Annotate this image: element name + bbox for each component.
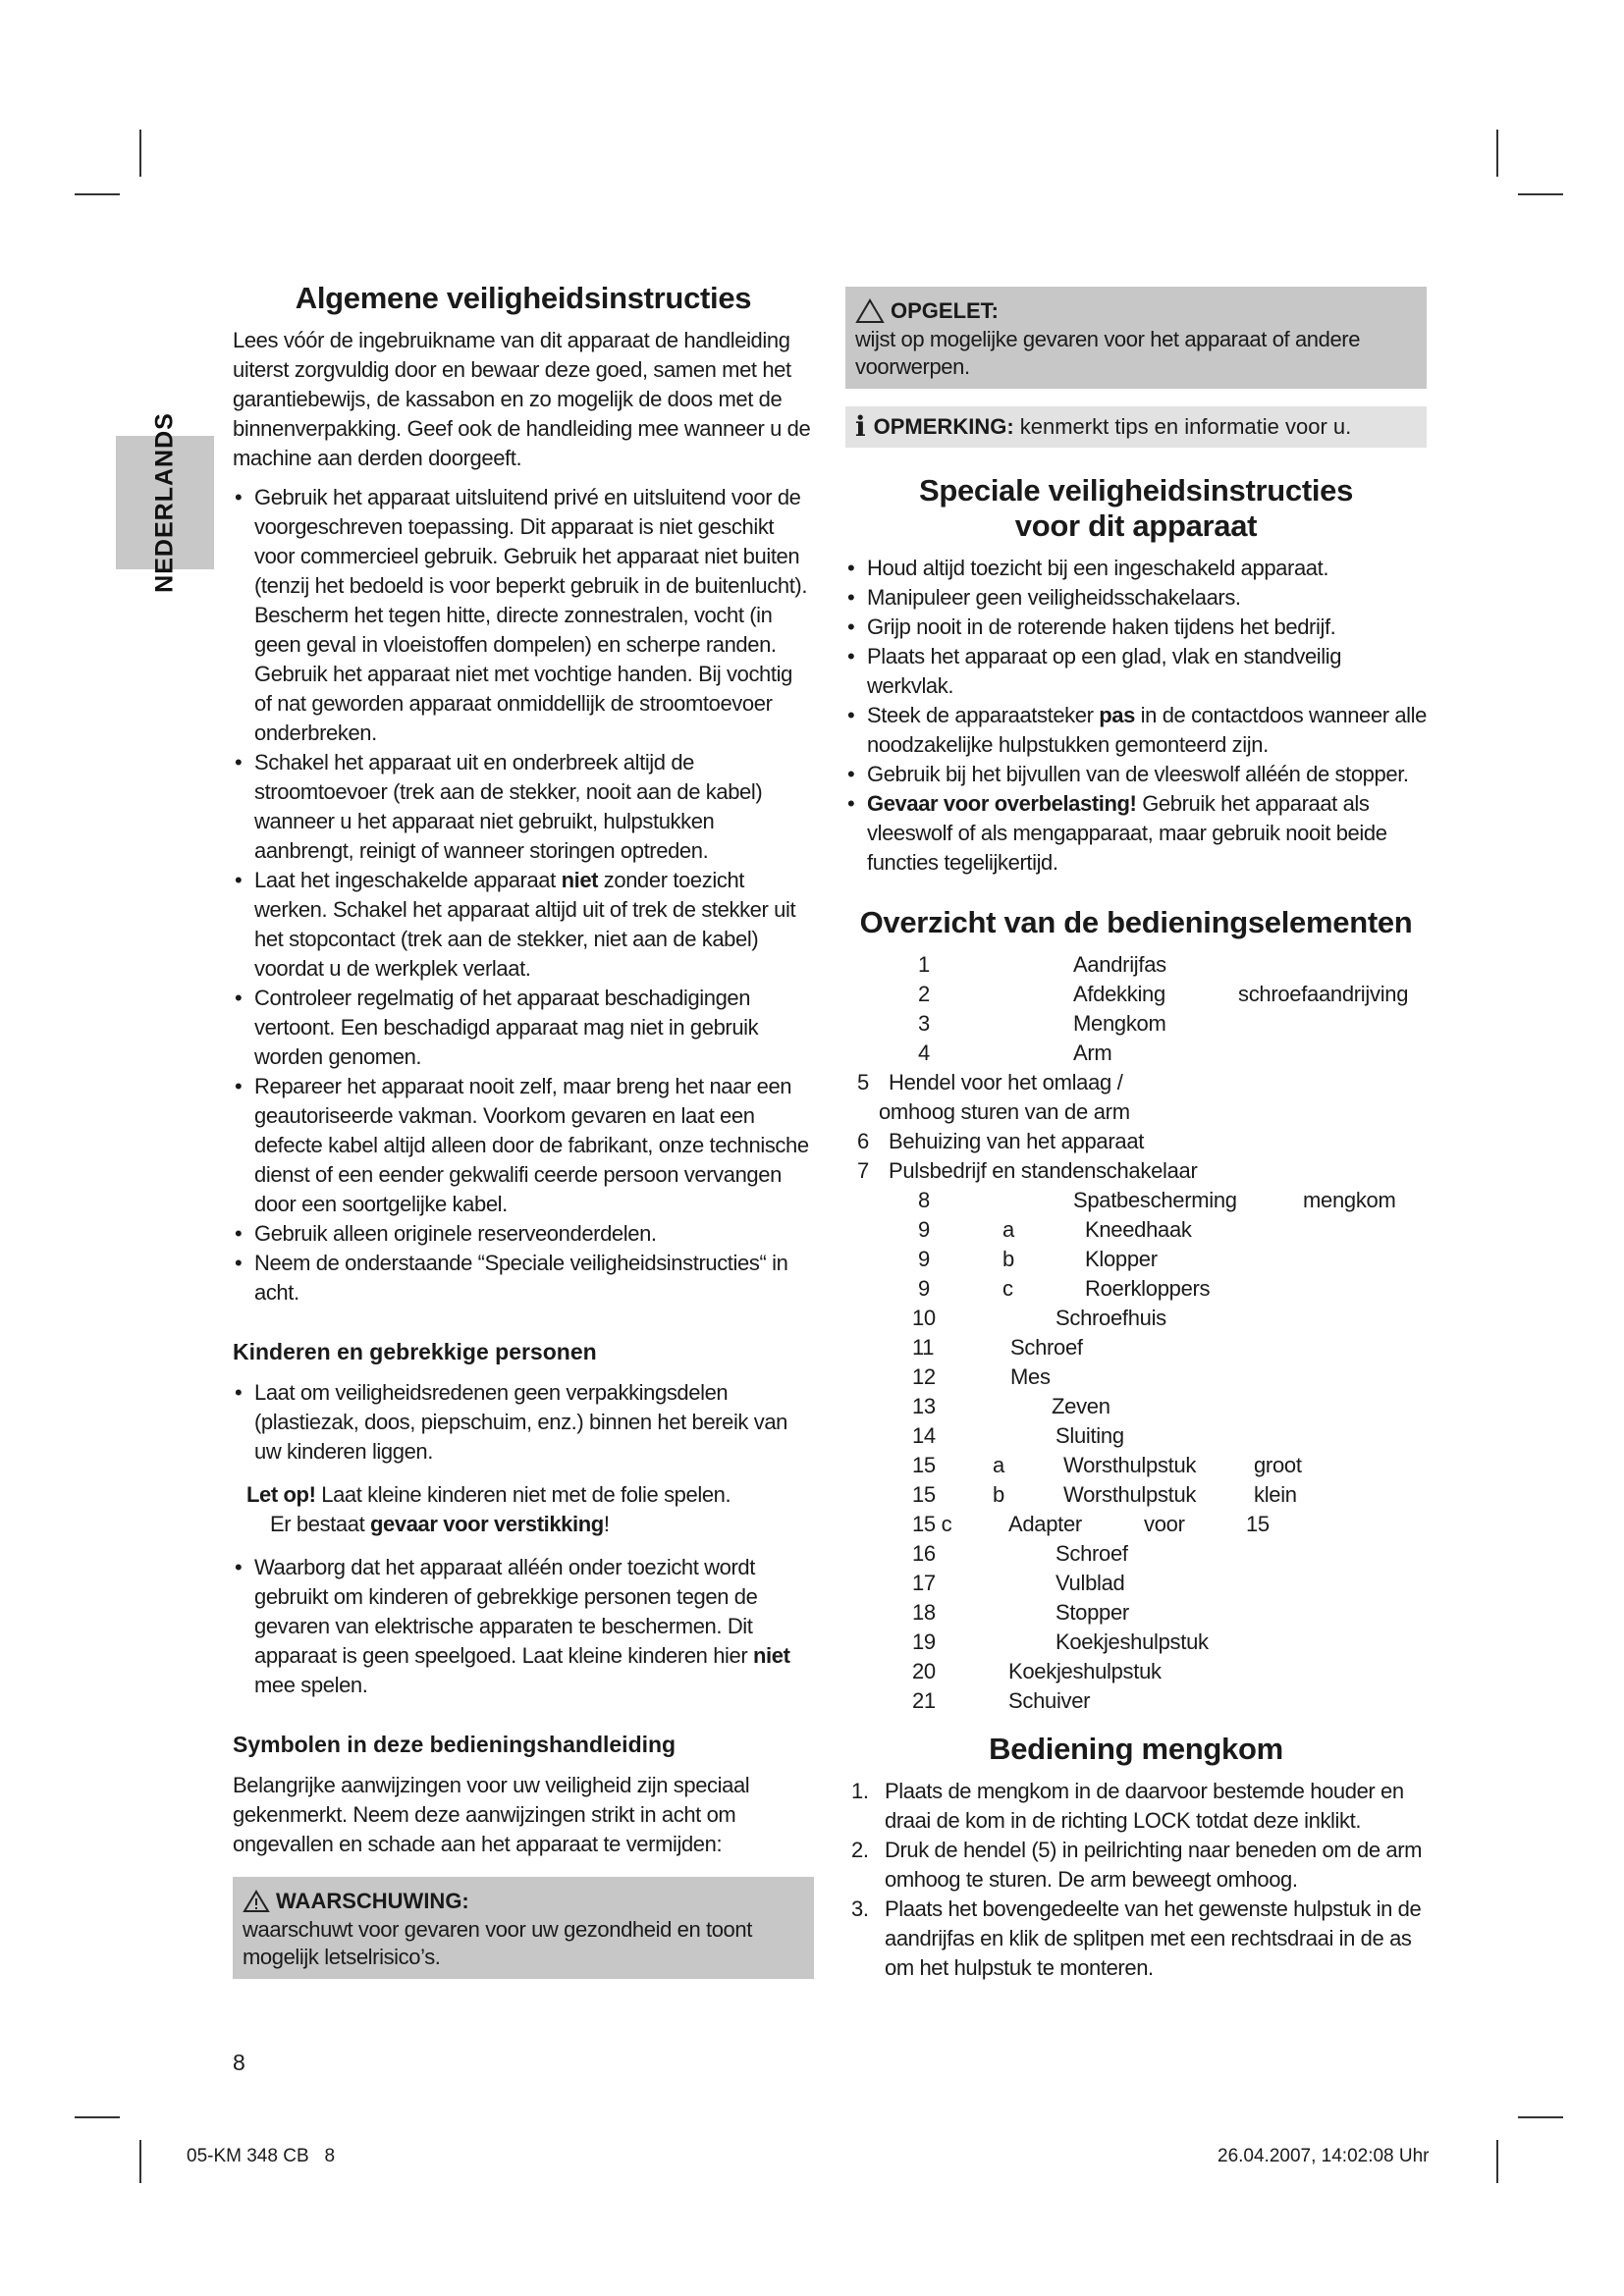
overview-label: Afdekking — [1073, 982, 1165, 1006]
list-item: • Neem de onderstaande “Speciale veiligheidsinstructies“ in acht. — [233, 1249, 814, 1308]
overview-label: Hendel voor het omlaag / — [889, 1070, 1123, 1095]
symbols-paragraph: Belangrijke aanwijzingen voor uw veiligheid zijn speciaal gekenmerkt. Neem deze aanwijzingen strikt in acht om ongevallen en schade aan het apparaat te vermijden: — [233, 1773, 750, 1856]
overview-number: 16 — [912, 1541, 936, 1566]
overview-label: Spatbescherming — [1073, 1188, 1237, 1212]
overview-number: 7 — [857, 1158, 869, 1183]
overview-label: Koekjeshulpstuk — [1008, 1659, 1162, 1683]
overview-number: 15 — [912, 1453, 936, 1477]
overview-number: 15 — [912, 1482, 936, 1507]
overview-number: 9 — [918, 1247, 930, 1271]
overview-letter: b — [1002, 1247, 1014, 1271]
warning-triangle-icon — [243, 1890, 270, 1913]
overview-label: Schroef — [1010, 1335, 1083, 1360]
overview-number: 4 — [918, 1041, 930, 1065]
caution-text: wijst op mogelijke gevaren voor het apparaat of andere voorwerpen. — [855, 327, 1361, 379]
overview-label: Adapter — [1008, 1512, 1082, 1536]
overview-label: Koekjeshulpstuk — [1056, 1629, 1209, 1654]
overview-number: 21 — [912, 1688, 936, 1713]
overview-label: Schuiver — [1008, 1688, 1091, 1713]
info-icon: i — [855, 410, 866, 443]
overview-letter: a — [993, 1453, 1004, 1477]
overview-number: 14 — [912, 1423, 936, 1448]
footer-timestamp: 26.04.2007, 14:02:08 Uhr — [1218, 2146, 1430, 2166]
warning-box — [233, 1877, 814, 1979]
note-text: kenmerkt tips en informatie voor u. — [1013, 414, 1352, 439]
overview-label: Pulsbedrijf en standenschakelaar — [889, 1158, 1198, 1183]
overview-number: 9 — [918, 1276, 930, 1301]
list-item: • Gebruik bij het bijvullen van de vleeswolf alléén de stopper. — [845, 760, 1427, 789]
overview-number: 15 — [1246, 1512, 1270, 1536]
crop-mark — [139, 130, 141, 177]
overview-label: Kneedhaak — [1085, 1217, 1192, 1242]
crop-mark — [1496, 130, 1498, 177]
overview-number: 9 — [918, 1217, 930, 1242]
general-safety-title: Algemene veiligheidsinstructies — [295, 281, 752, 315]
overview-number: 10 — [912, 1306, 936, 1330]
overview-label: schroefaandrijving — [1238, 982, 1409, 1006]
special-safety-list — [845, 554, 1427, 878]
overview-label: Aandrijfas — [1073, 952, 1166, 977]
list-item: • Manipuleer geen veiligheidsschakelaars. — [845, 583, 1427, 613]
overview-label: Stopper — [1056, 1600, 1129, 1625]
list-item: • Gevaar voor overbelasting! Gebruik het apparaat als vleeswolf of als mengapparaat, maar gebruik nooit beide functies tegelijkertijd. — [845, 789, 1427, 878]
language-tab-label: NEDERLANDS — [150, 412, 179, 593]
overview-label: klein — [1254, 1482, 1297, 1507]
overview-label: Roerkloppers — [1085, 1276, 1211, 1301]
overview-label: Worsthulpstuk — [1063, 1482, 1197, 1507]
overview-number: 8 — [918, 1188, 930, 1212]
overview-label: Behuizing van het apparaat — [889, 1129, 1145, 1153]
overview-label: Klopper — [1085, 1247, 1158, 1271]
children-list — [233, 1378, 814, 1467]
list-item: • Waarborg dat het apparaat alléén onder toezicht wordt gebruikt om kinderen of gebrekkige personen tegen de gevaren van elektrische apparaten te beschermen. Dit apparaat is geen speelgoed. Laat kleine kinderen hier niet mee spelen. — [233, 1553, 814, 1700]
overview-number: 17 — [912, 1571, 936, 1595]
children-section-title: Kinderen en gebrekkige personen — [233, 1339, 597, 1364]
mixing-bowl-title: Bediening mengkom — [989, 1732, 1283, 1766]
overview-number: 18 — [912, 1600, 936, 1625]
overview-number: 3 — [918, 1011, 930, 1036]
overview-label: groot — [1254, 1453, 1302, 1477]
overview-letter: a — [1002, 1217, 1014, 1242]
overview-list — [845, 950, 1427, 1713]
left-column — [233, 281, 814, 1979]
mixing-bowl-steps — [845, 1777, 1427, 1983]
supervision-list — [233, 1553, 814, 1700]
list-item: • Grijp nooit in de roterende haken tijdens het bedrijf. — [845, 613, 1427, 642]
overview-number: 6 — [857, 1129, 869, 1153]
overview-label: Zeven — [1052, 1394, 1110, 1418]
overview-label: Worsthulpstuk — [1063, 1453, 1197, 1477]
overview-label: Schroefhuis — [1056, 1306, 1166, 1330]
attention-note: Let op! Laat kleine kinderen niet met de folie spelen. Er bestaat gevaar voor verstikking! — [246, 1482, 731, 1536]
list-item: • Steek de apparaatsteker pas in de contactdoos wanneer alle noodzakelijke hulpstukken gemonteerd zijn. — [845, 701, 1427, 760]
crop-mark — [1518, 2116, 1563, 2118]
list-item: • Controleer regelmatig of het apparaat beschadigingen vertoont. Een beschadigd apparaat mag niet in gebruik worden genomen. — [233, 984, 814, 1072]
overview-number: 20 — [912, 1659, 936, 1683]
overview-number: 15 c — [912, 1512, 952, 1536]
overview-label: mengkom — [1303, 1188, 1396, 1212]
overview-label: Arm — [1073, 1041, 1112, 1065]
language-tab — [116, 412, 214, 593]
list-item: 2. Druk de hendel (5) in peilrichting naar beneden om de arm omhoog te sturen. De arm beweegt omhoog. — [851, 1838, 1423, 1892]
overview-letter: c — [1002, 1276, 1013, 1301]
general-safety-list — [233, 483, 814, 1308]
special-safety-title: Speciale veiligheidsinstructies voor dit apparaat — [918, 473, 1354, 543]
overview-number: 12 — [912, 1364, 936, 1389]
list-item: • Laat om veiligheidsredenen geen verpakkingsdelen (plastiezak, doos, piepschuim, enz.) binnen het bereik van uw kinderen liggen. — [233, 1378, 814, 1467]
overview-label: Mes — [1010, 1364, 1051, 1389]
list-item: 1. Plaats de mengkom in de daarvoor bestemde houder en draai de kom in de richting LOCK totdat deze inklikt. — [851, 1779, 1404, 1833]
caution-label: OPGELET: — [891, 298, 1000, 323]
page-number: 8 — [233, 2050, 245, 2075]
list-item: • Plaats het apparaat op een glad, vlak en standveilig werkvlak. — [845, 642, 1427, 701]
crop-mark — [1518, 193, 1563, 195]
list-item: • Repareer het apparaat nooit zelf, maar breng het naar een geautoriseerde vakman. Voorkom gevaren en laat een defecte kabel altijd alleen door de fabrikant, onze technische dienst of een eender gekwalifi ceerde persoon vervangen door een soortgelijke kabel. — [233, 1072, 814, 1219]
caution-triangle-icon — [855, 298, 885, 324]
list-item: 3. Plaats het bovengedeelte van het gewenste hulpstuk in de aandrijfas en klik de splitpen met een rechtsdraai in de as om het hulpstuk te monteren. — [851, 1896, 1422, 1980]
overview-label: Vulblad — [1056, 1571, 1125, 1595]
list-item: • Gebruik alleen originele reserveonderdelen. — [233, 1219, 814, 1249]
crop-mark — [139, 2140, 141, 2183]
list-item: • Schakel het apparaat uit en onderbreek altijd de stroomtoevoer (trek aan de stekker, nooit aan de kabel) wanneer u het apparaat niet gebruikt, hulpstukken aanbrengt, reinigt of wanneer storingen optreden. — [233, 748, 814, 866]
overview-label: omhoog sturen van de arm — [879, 1099, 1130, 1124]
note-box — [845, 406, 1427, 448]
overview-number: 13 — [912, 1394, 936, 1418]
crop-mark — [75, 193, 120, 195]
warning-text: waarschuwt voor gevaren voor uw gezondheid en toont mogelijk letselrisico’s. — [243, 1917, 752, 1969]
overview-label: Mengkom — [1073, 1011, 1166, 1036]
overview-label: voor — [1144, 1512, 1185, 1536]
list-item: • Gebruik het apparaat uitsluitend privé en uitsluitend voor de voorgeschreven toepassing. Dit apparaat is niet geschikt voor commercieel gebruik. Gebruik het apparaat niet buiten (tenzij het bedoeld is voor beperkt gebruik in de buitenlucht). Bescherm het tegen hitte, directe zonnestralen, vocht (in geen geval in vloeistoffen dompelen) en scherpe randen. Gebruik het apparaat niet met vochtige handen. Bij vochtig of nat geworden apparaat onmiddellijk de stroomtoevoer onderbreken. — [233, 483, 814, 748]
caution-box — [845, 287, 1427, 389]
crop-mark — [75, 2116, 120, 2118]
overview-label: Sluiting — [1056, 1423, 1124, 1448]
warning-label: WAARSCHUWING: — [276, 1889, 469, 1913]
overview-number: 19 — [912, 1629, 936, 1654]
right-column — [845, 287, 1427, 1983]
intro-paragraph: Lees vóór de ingebruikname van dit apparaat de handleiding uiterst zorgvuldig door en bewaar deze goed, samen met het garantiebewijs, de kassabon en zo mogelijk de doos met de binnenverpakking. Geef ook de handleiding mee wanneer u de machine aan derden doorgeeft. — [233, 328, 811, 470]
overview-number: 11 — [912, 1335, 935, 1360]
footer-file-label: 05-KM 348 CB 8 — [187, 2146, 336, 2166]
overview-letter: b — [993, 1482, 1004, 1507]
note-label: OPMERKING: — [873, 414, 1014, 439]
list-item: • Laat het ingeschakelde apparaat niet zonder toezicht werken. Schakel het apparaat altijd uit of trek de stekker uit het stopcontact (trek aan de stekker, niet aan de kabel) voordat u de werkplek verlaat. — [233, 866, 814, 984]
overview-number: 2 — [918, 982, 930, 1006]
symbols-section-title: Symbolen in deze bedieningshandleiding — [233, 1732, 677, 1757]
overview-number: 1 — [918, 952, 930, 977]
overview-number: 5 — [857, 1070, 869, 1095]
overview-title: Overzicht van de bedieningselementen — [859, 905, 1413, 939]
crop-mark — [1496, 2140, 1498, 2183]
overview-label: Schroef — [1056, 1541, 1128, 1566]
list-item: • Houd altijd toezicht bij een ingeschakeld apparaat. — [845, 554, 1427, 583]
